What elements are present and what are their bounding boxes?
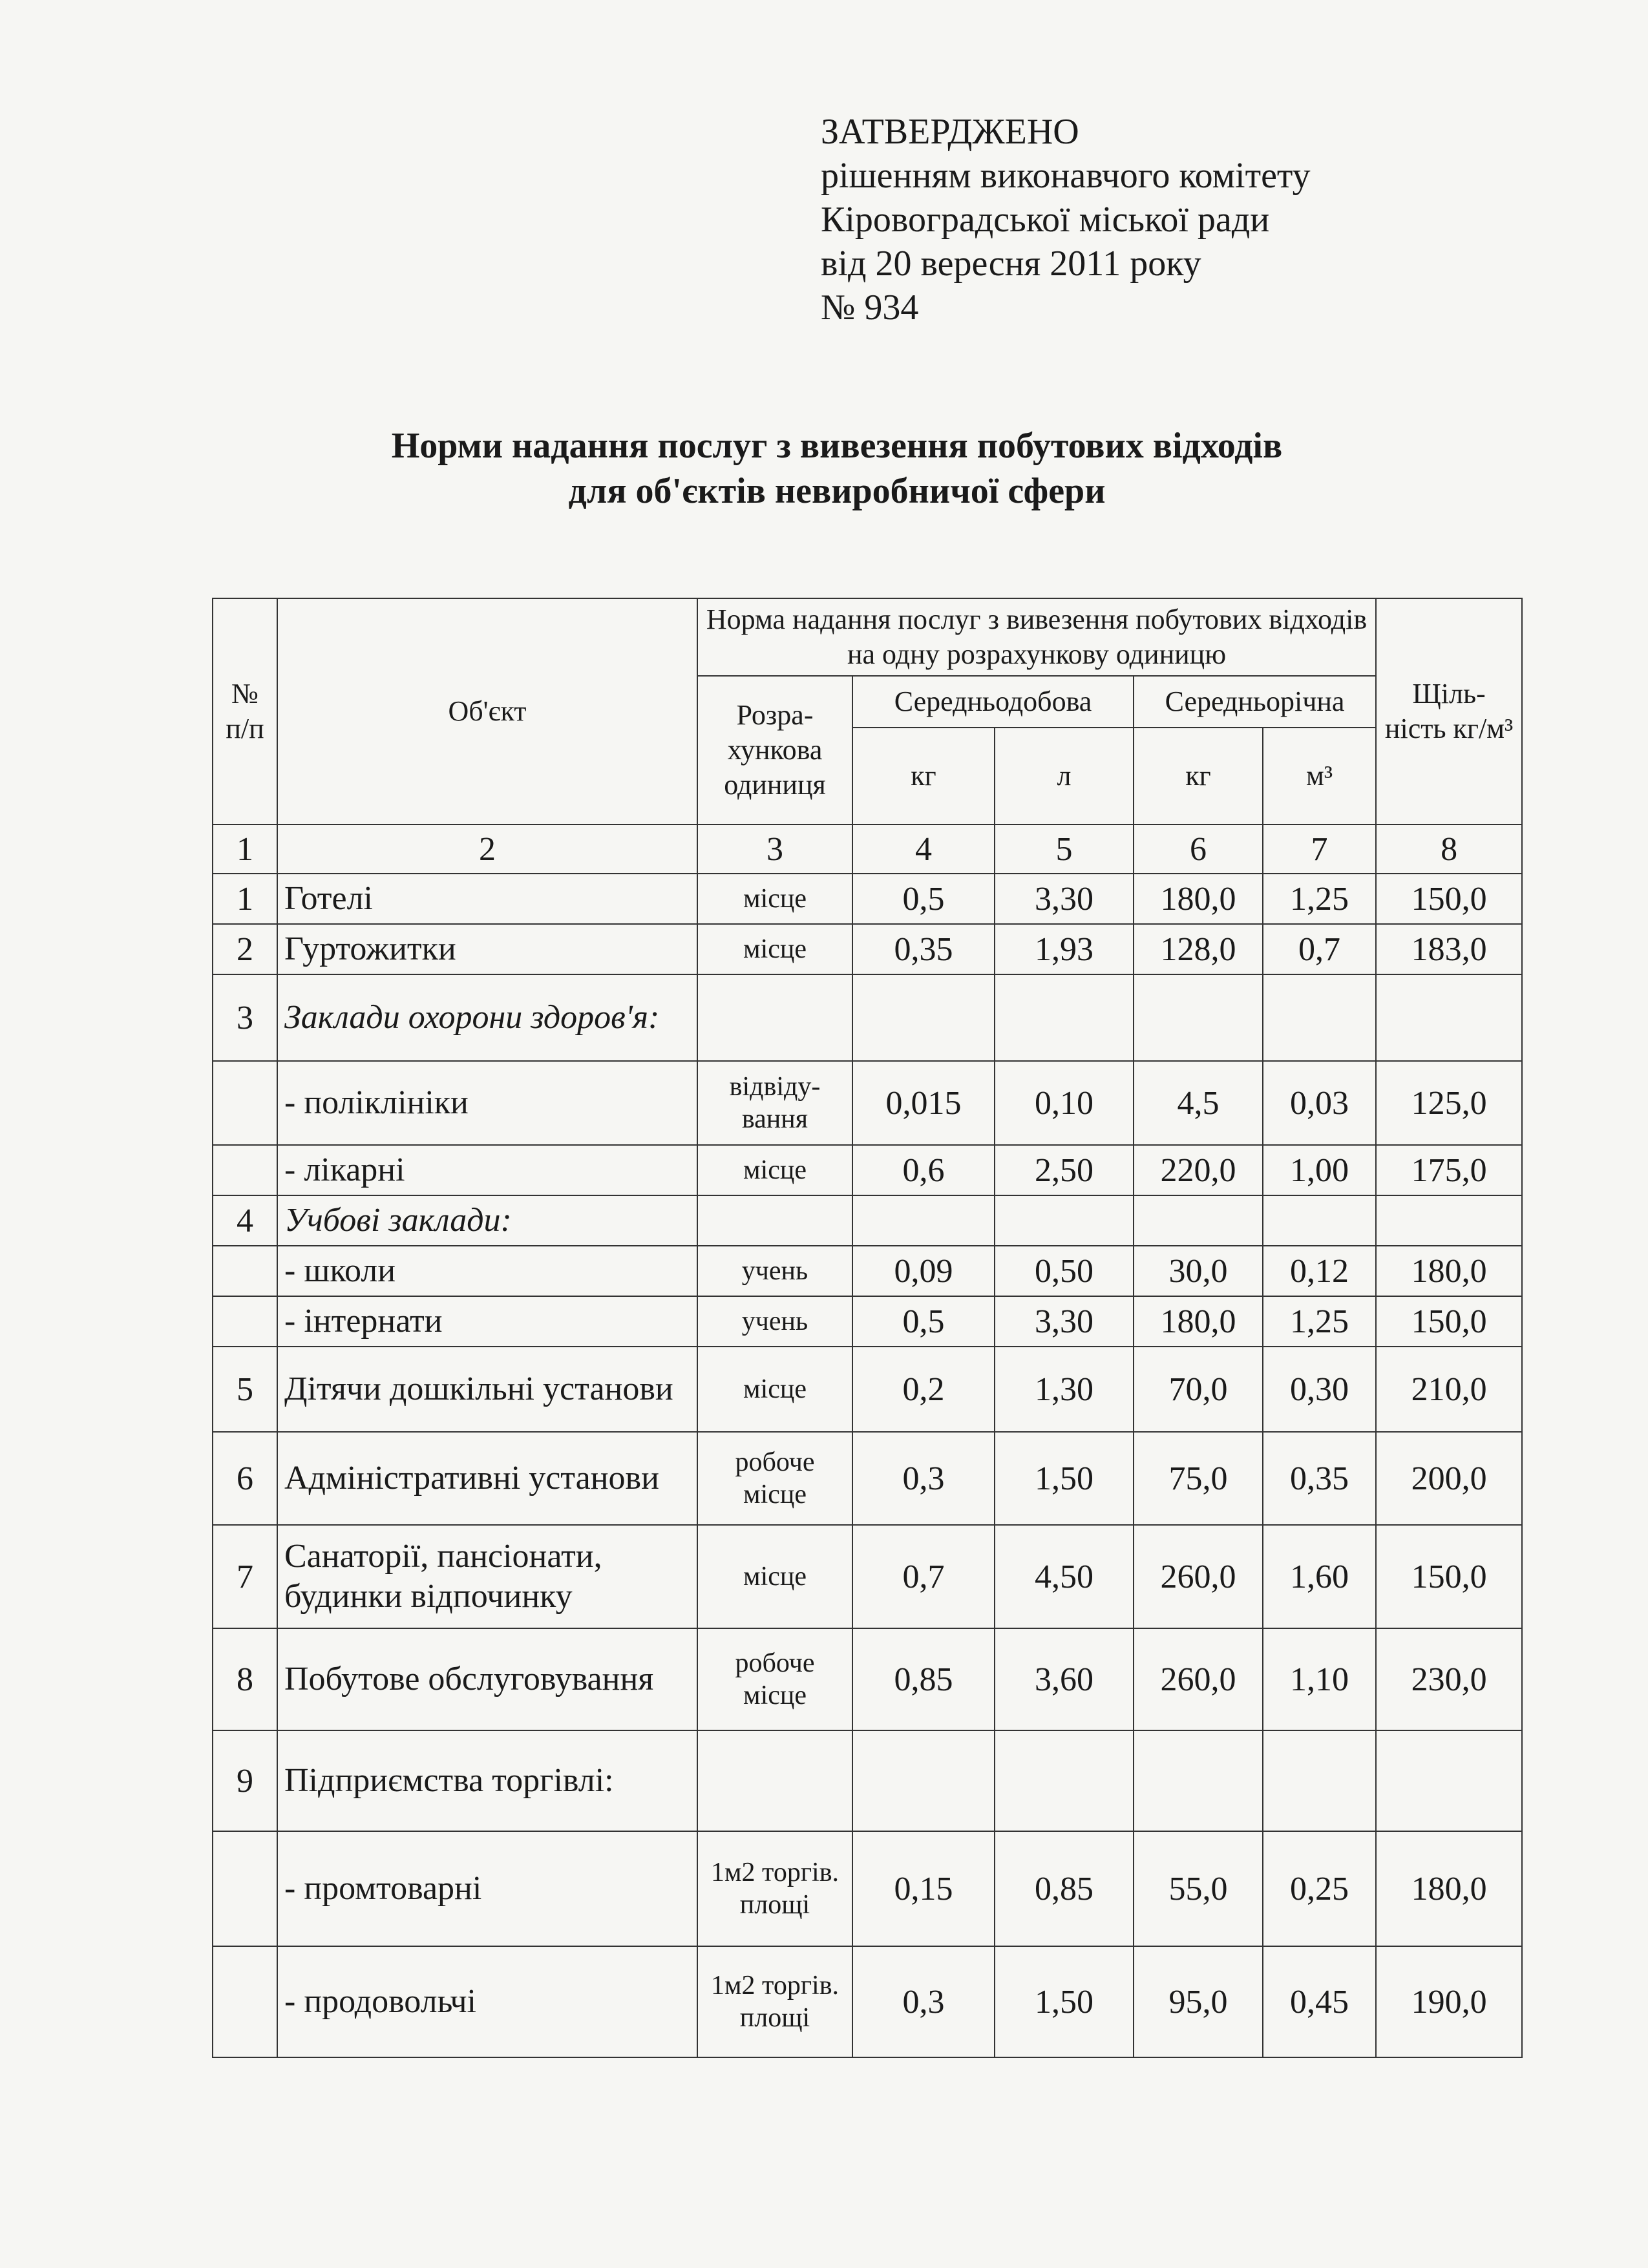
table-row [213, 1061, 1522, 1145]
header-yearly: Середньорічна [1134, 676, 1376, 728]
row-l-daily: 0,85 [995, 1831, 1134, 1946]
row-density [1376, 1195, 1522, 1246]
column-index: 6 [1134, 824, 1263, 874]
table-row [213, 1946, 1522, 2057]
row-unit: робоче місце [697, 1432, 852, 1525]
row-unit: місце [697, 924, 852, 974]
table-row [213, 974, 1522, 1061]
row-object: Учбові заклади: [277, 1195, 697, 1246]
row-density: 180,0 [1376, 1831, 1522, 1946]
row-unit [697, 1730, 852, 1831]
row-l-daily: 1,50 [995, 1432, 1134, 1525]
header-unit: Розра-хункова одиниця [697, 676, 852, 824]
row-object: - поліклініки [277, 1061, 697, 1145]
row-number [213, 1145, 277, 1195]
row-number [213, 1061, 277, 1145]
row-l-daily: 3,30 [995, 874, 1134, 924]
row-number: 6 [213, 1432, 277, 1525]
row-m3-yearly: 1,25 [1263, 1296, 1376, 1347]
row-l-daily: 3,60 [995, 1628, 1134, 1730]
row-m3-yearly: 1,60 [1263, 1525, 1376, 1628]
row-object: Побутове обслуговування [277, 1628, 697, 1730]
row-unit: місце [697, 1145, 852, 1195]
row-kg-yearly: 128,0 [1134, 924, 1263, 974]
row-l-daily [995, 1195, 1134, 1246]
row-l-daily: 1,93 [995, 924, 1134, 974]
row-object: Санаторії, пансіонати, будинки відпочинку [277, 1525, 697, 1628]
row-density [1376, 1730, 1522, 1831]
row-number: 7 [213, 1525, 277, 1628]
row-m3-yearly: 1,00 [1263, 1145, 1376, 1195]
row-object: - школи [277, 1246, 697, 1296]
row-m3-yearly: 1,25 [1263, 874, 1376, 924]
row-density: 180,0 [1376, 1246, 1522, 1296]
title-line: для об'єктів невиробничої сфери [568, 471, 1106, 511]
row-l-daily [995, 1730, 1134, 1831]
row-number: 4 [213, 1195, 277, 1246]
header-norm-group: Норма надання послуг з вивезення побутових відходів на одну розрахункову одиницю [697, 598, 1376, 676]
row-m3-yearly: 0,45 [1263, 1946, 1376, 2057]
column-index: 1 [213, 824, 277, 874]
row-unit: робоче місце [697, 1628, 852, 1730]
table-row [213, 1525, 1522, 1628]
row-number [213, 1831, 277, 1946]
column-index: 5 [995, 824, 1134, 874]
row-kg-daily: 0,15 [852, 1831, 995, 1946]
table-row [213, 1296, 1522, 1347]
row-object: Гуртожитки [277, 924, 697, 974]
row-kg-daily: 0,09 [852, 1246, 995, 1296]
row-m3-yearly: 0,35 [1263, 1432, 1376, 1525]
row-kg-daily: 0,015 [852, 1061, 995, 1145]
row-kg-daily: 0,5 [852, 874, 995, 924]
row-object: Готелі [277, 874, 697, 924]
row-object: - лікарні [277, 1145, 697, 1195]
header-l-daily: л [995, 728, 1134, 824]
row-kg-daily: 0,3 [852, 1432, 995, 1525]
row-m3-yearly [1263, 1730, 1376, 1831]
row-object: - продовольчі [277, 1946, 697, 2057]
row-kg-daily: 0,3 [852, 1946, 995, 2057]
row-kg-yearly: 260,0 [1134, 1525, 1263, 1628]
table-row [213, 1628, 1522, 1730]
row-m3-yearly: 0,7 [1263, 924, 1376, 974]
row-number: 1 [213, 874, 277, 924]
row-l-daily: 3,30 [995, 1296, 1134, 1347]
row-density: 125,0 [1376, 1061, 1522, 1145]
row-density: 175,0 [1376, 1145, 1522, 1195]
column-index: 4 [852, 824, 995, 874]
row-object: Дітячи дошкільні установи [277, 1347, 697, 1432]
row-density: 210,0 [1376, 1347, 1522, 1432]
row-density [1376, 974, 1522, 1061]
row-kg-daily [852, 1730, 995, 1831]
row-object: Підприємства торгівлі: [277, 1730, 697, 1831]
row-number [213, 1946, 277, 2057]
approval-date: від 20 вересня 2011 року [821, 244, 1201, 284]
table-row [213, 1347, 1522, 1432]
header-kg-daily: кг [852, 728, 995, 824]
row-l-daily: 4,50 [995, 1525, 1134, 1628]
row-kg-yearly: 75,0 [1134, 1432, 1263, 1525]
header-daily: Середньодобова [852, 676, 1134, 728]
row-l-daily: 2,50 [995, 1145, 1134, 1195]
row-density: 200,0 [1376, 1432, 1522, 1525]
row-number: 2 [213, 924, 277, 974]
row-kg-daily [852, 1195, 995, 1246]
row-object: - промтоварні [277, 1831, 697, 1946]
table-row [213, 1730, 1522, 1831]
norms-table [212, 598, 1523, 2058]
table-row [213, 924, 1522, 974]
approval-line: Кіровоградської міської ради [821, 200, 1270, 240]
row-object: Адміністративні установи [277, 1432, 697, 1525]
row-kg-daily: 0,35 [852, 924, 995, 974]
column-index-row [213, 824, 1522, 874]
row-density: 190,0 [1376, 1946, 1522, 2057]
row-l-daily: 0,50 [995, 1246, 1134, 1296]
row-m3-yearly: 1,10 [1263, 1628, 1376, 1730]
row-l-daily: 0,10 [995, 1061, 1134, 1145]
document-title [194, 423, 1480, 514]
row-m3-yearly: 0,25 [1263, 1831, 1376, 1946]
row-unit [697, 1195, 852, 1246]
row-kg-yearly: 30,0 [1134, 1246, 1263, 1296]
column-index: 3 [697, 824, 852, 874]
row-number [213, 1246, 277, 1296]
row-number: 5 [213, 1347, 277, 1432]
row-kg-daily: 0,5 [852, 1296, 995, 1347]
row-m3-yearly [1263, 974, 1376, 1061]
row-unit: 1м2 торгів. площі [697, 1946, 852, 2057]
row-kg-yearly: 180,0 [1134, 874, 1263, 924]
row-number: 3 [213, 974, 277, 1061]
row-unit: місце [697, 1347, 852, 1432]
row-unit: місце [697, 874, 852, 924]
table-row [213, 1246, 1522, 1296]
row-kg-yearly [1134, 1730, 1263, 1831]
row-kg-daily: 0,6 [852, 1145, 995, 1195]
row-kg-yearly: 180,0 [1134, 1296, 1263, 1347]
header-m3-yearly: м³ [1263, 728, 1376, 824]
header-num: № п/п [213, 598, 277, 824]
row-l-daily: 1,30 [995, 1347, 1134, 1432]
row-number [213, 1296, 277, 1347]
row-density: 183,0 [1376, 924, 1522, 974]
table-row [213, 874, 1522, 924]
row-unit: учень [697, 1296, 852, 1347]
approval-heading: ЗАТВЕРДЖЕНО [821, 112, 1079, 152]
row-unit: 1м2 торгів. площі [697, 1831, 852, 1946]
row-m3-yearly: 0,30 [1263, 1347, 1376, 1432]
row-kg-yearly [1134, 974, 1263, 1061]
table-row [213, 1195, 1522, 1246]
row-kg-daily: 0,85 [852, 1628, 995, 1730]
row-l-daily: 1,50 [995, 1946, 1134, 2057]
row-kg-daily [852, 974, 995, 1061]
row-kg-yearly: 95,0 [1134, 1946, 1263, 2057]
header-object: Об'єкт [277, 598, 697, 824]
row-kg-yearly: 55,0 [1134, 1831, 1263, 1946]
row-l-daily [995, 974, 1134, 1061]
row-number: 8 [213, 1628, 277, 1730]
row-unit [697, 974, 852, 1061]
row-kg-yearly: 220,0 [1134, 1145, 1263, 1195]
approval-number: № 934 [821, 288, 919, 328]
row-kg-daily: 0,7 [852, 1525, 995, 1628]
row-unit: відвіду-вання [697, 1061, 852, 1145]
table-row [213, 1831, 1522, 1946]
row-m3-yearly: 0,03 [1263, 1061, 1376, 1145]
row-density: 150,0 [1376, 874, 1522, 924]
column-index: 7 [1263, 824, 1376, 874]
table-body [213, 874, 1522, 2057]
row-number: 9 [213, 1730, 277, 1831]
row-object: Заклади охорони здоров'я: [277, 974, 697, 1061]
approval-line: рішенням виконавчого комітету [821, 156, 1311, 196]
row-kg-yearly: 260,0 [1134, 1628, 1263, 1730]
row-kg-yearly: 70,0 [1134, 1347, 1263, 1432]
column-index: 2 [277, 824, 697, 874]
table-row [213, 1432, 1522, 1525]
row-kg-yearly: 4,5 [1134, 1061, 1263, 1145]
row-m3-yearly [1263, 1195, 1376, 1246]
approval-stamp [821, 110, 1311, 330]
table-row [213, 1145, 1522, 1195]
header-kg-yearly: кг [1134, 728, 1263, 824]
row-m3-yearly: 0,12 [1263, 1246, 1376, 1296]
row-density: 230,0 [1376, 1628, 1522, 1730]
row-kg-daily: 0,2 [852, 1347, 995, 1432]
row-unit: місце [697, 1525, 852, 1628]
row-density: 150,0 [1376, 1296, 1522, 1347]
row-object: - інтернати [277, 1296, 697, 1347]
row-density: 150,0 [1376, 1525, 1522, 1628]
header-density: Щіль-ність кг/м³ [1376, 598, 1522, 824]
title-line: Норми надання послуг з вивезення побутових відходів [391, 426, 1283, 466]
row-kg-yearly [1134, 1195, 1263, 1246]
row-unit: учень [697, 1246, 852, 1296]
column-index: 8 [1376, 824, 1522, 874]
